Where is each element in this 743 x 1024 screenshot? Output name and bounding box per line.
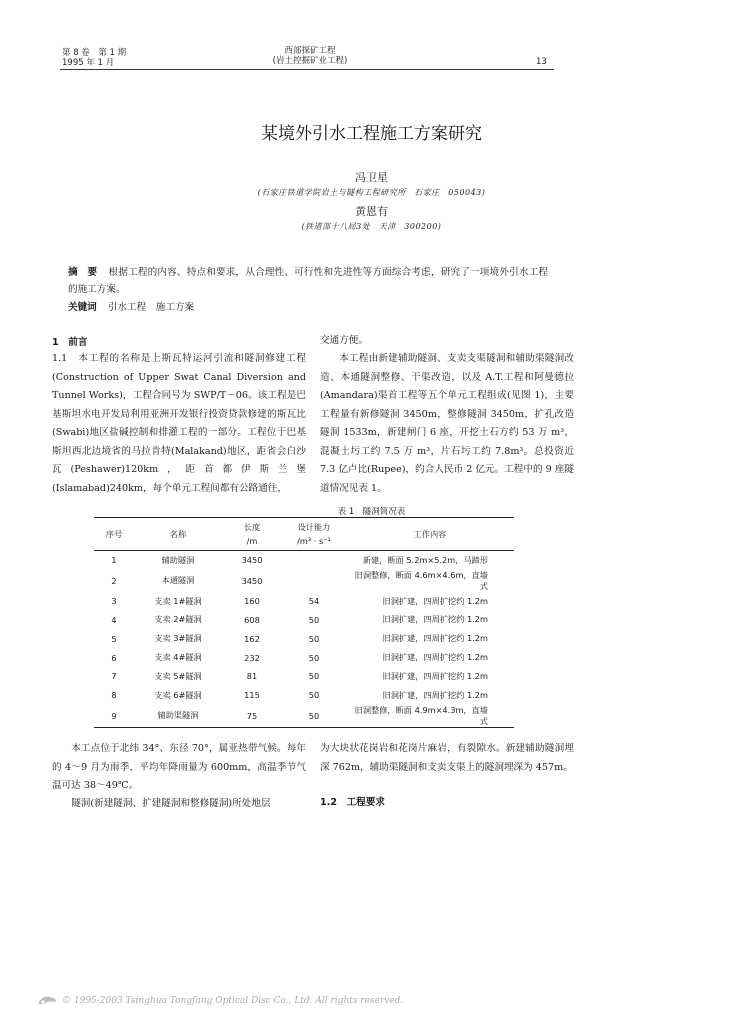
- author-2-name: 黄恩有: [355, 205, 388, 218]
- th-length: 长度 /m: [222, 518, 282, 551]
- author-1-name: 冯卫星: [355, 171, 388, 184]
- header-volume: 第 8 卷 第 1 期: [62, 48, 127, 58]
- keywords-label: 关键词: [68, 302, 97, 313]
- paper-title: 某境外引水工程施工方案研究: [261, 124, 482, 144]
- section-1-right-line: 交通方便。: [320, 335, 368, 346]
- table-row: 7 支卖 5#隧洞 81 50 旧洞扩建，四周扩挖约 1.2m: [111, 670, 488, 682]
- header-journal: 西部探矿工程: [284, 46, 336, 56]
- table-row: 4 支卖 2#隧洞 608 50 旧洞扩建，四周扩挖约 1.2m: [111, 614, 488, 625]
- table-row: 9 辅助渠隧洞 75 50 旧洞整修，断面 4.9m×4.3m，直墙式: [94, 705, 514, 728]
- keywords: [68, 299, 548, 318]
- table-header-row: [94, 518, 514, 551]
- table-row: 2 本通隧洞 3450 旧洞整修，断面 4.6m×4.6m，直墙式: [111, 569, 488, 591]
- geology-paragraph-continued: 为大块状花岗岩和花岗片麻岩，有裂隙水。新建辅助隧洞埋深 762m，辅助渠隧洞和支卖支渠上的隧洞埋深为 457m。: [320, 743, 574, 773]
- section-1-paragraph-2: 本工程由新建辅助隧洞、支卖支渠隧洞和辅助渠隧洞改造、本通隧洞整修、干渠改造，以及 A.T.工程和阿曼德拉(Amandara)渠首工程等五个单元工程组成(见图 1)，主要工程量有新修隧洞 3450m，整修隧洞 3450m，扩孔改造隧洞 1533m，新建闸门 6 座，开挖土石方约 53 万 m³，混凝土圬工约 7.5 万 m³，片石圬工约 7.8m³。总投资近 7.3 亿卢比(Rupee)，约合人民币 2 亿元。工程中的 9 座隧道情况见表 1。: [320, 353, 574, 494]
- abstract-label: 摘 要: [68, 267, 98, 278]
- copyright-footer: © 1995-2003 Tsinghua Tongfang Optical Disc Co., Ltd. All rights reserved.: [62, 996, 404, 1006]
- section-1-heading: 1 前言: [52, 337, 88, 348]
- table-row: 8 支卖 6#隧洞 115 50 旧洞扩建，四周扩挖约 1.2m: [111, 689, 488, 701]
- author-2-affiliation: (铁道部十八局3处 天津 300200): [301, 222, 442, 231]
- header-page-number: 13: [536, 57, 547, 67]
- table-row: 6 支卖 4#隧洞 232 50 旧洞扩建，四周扩挖约 1.2m: [111, 652, 488, 663]
- th-work: 工作内容: [346, 518, 514, 551]
- section-1-paragraph-1: 1.1 本工程的名称是上斯瓦特运河引流和隧洞修建工程(Construction of Upper Swat Canal Diversion and Tunnel Works)，工程合同号为 SWP/T－06。该工程是巴基斯坦水电开发局利用亚洲开发银行投资贷款修建的斯瓦比(Swabi)地区盐碱控制和排灌工程的一部分。工程位于巴基斯坦西北边境省的马拉肯特(Malakand)地区，距省会白沙瓦(Peshawer)120km，距首都伊斯兰堡(Islamabad)240km，每个单元工程间都有公路通往，: [52, 353, 306, 494]
- author-1-affiliation: (石家庄铁道学院岩土与隧构工程研究所 石家庄 050043): [257, 188, 486, 197]
- table-row: 1 辅助隧洞 3450 新建，断面 5.2m×5.2m，马蹄形: [111, 554, 488, 566]
- header-date: 1995 年 1 月: [62, 58, 115, 68]
- climate-paragraph: 本工点位于北纬 34°、东径 70°，属亚热带气候。每年的 4～9 月为雨季，平均年降雨量为 600mm，高温季节气温可达 38～49℃。: [52, 743, 306, 791]
- abstract: [68, 264, 548, 298]
- keywords-text: 引水工程 施工方案: [107, 302, 195, 313]
- abstract-text: 根据工程的内容、特点和要求，从合理性、可行性和先进性等方面综合考虑，研究了一项境外引水工程的施工方案。: [68, 267, 548, 295]
- publisher-logo-icon: [36, 994, 58, 1006]
- header-rule: [60, 69, 554, 70]
- header-journal-sub: (岩土控掘矿业工程): [272, 56, 348, 66]
- th-capacity: 设计能力 /m³ · s⁻¹: [282, 518, 346, 551]
- th-name: 名称: [134, 518, 222, 551]
- th-index: 序号: [94, 518, 134, 551]
- tunnel-table: [94, 517, 514, 728]
- table-caption: 表 1 隧洞简况表: [337, 507, 406, 517]
- geology-paragraph-start: 隧洞(新建隧洞、扩建隧洞和整修隧洞)所处地层: [71, 798, 271, 809]
- table-row: 3 支卖 1#隧洞 160 54 旧洞扩建，四周扩挖约 1.2m: [111, 595, 488, 607]
- table-row: 5 支卖 3#隧洞 162 50 旧洞扩建，四周扩挖约 1.2m: [111, 633, 488, 644]
- section-1-2-heading: 1.2 工程要求: [320, 797, 385, 808]
